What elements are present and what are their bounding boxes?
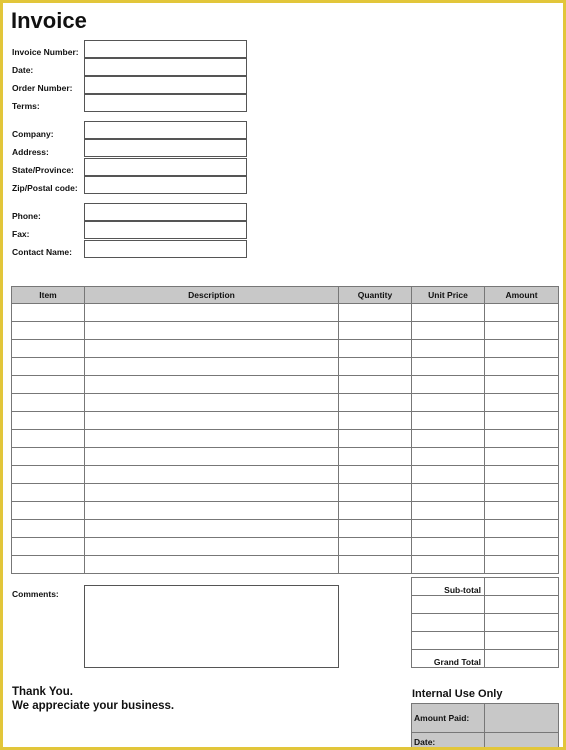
terms-label: Terms: xyxy=(12,101,40,111)
amount-cell[interactable] xyxy=(485,538,559,556)
amount-cell[interactable] xyxy=(485,448,559,466)
thank-you-note xyxy=(12,685,174,713)
address-label: Address: xyxy=(12,147,49,157)
item-cell[interactable] xyxy=(12,484,85,502)
quantity-cell[interactable] xyxy=(339,520,412,538)
item-cell[interactable] xyxy=(12,556,85,574)
description-cell[interactable] xyxy=(85,358,339,376)
invoice-number-label: Invoice Number: xyxy=(12,47,79,57)
state-province-field[interactable] xyxy=(84,158,247,176)
description-cell[interactable] xyxy=(85,430,339,448)
table-row xyxy=(12,376,559,394)
items-header-row xyxy=(12,287,559,304)
internal-date-row xyxy=(412,733,559,750)
item-cell[interactable] xyxy=(12,538,85,556)
amount-cell[interactable] xyxy=(485,376,559,394)
subtotal-label: Sub-total xyxy=(412,578,485,596)
totals-blank-cell[interactable] xyxy=(412,632,485,650)
unit-price-cell[interactable] xyxy=(412,484,485,502)
amount-cell[interactable] xyxy=(485,520,559,538)
fax-label: Fax: xyxy=(12,229,30,239)
description-cell[interactable] xyxy=(85,394,339,412)
unit-price-cell[interactable] xyxy=(412,466,485,484)
item-cell[interactable] xyxy=(12,520,85,538)
quantity-cell[interactable] xyxy=(339,376,412,394)
item-column-header: Item xyxy=(12,287,85,304)
quantity-column-header: Quantity xyxy=(339,287,412,304)
totals-table xyxy=(411,577,559,668)
quantity-cell[interactable] xyxy=(339,538,412,556)
description-cell[interactable] xyxy=(85,520,339,538)
address-field[interactable] xyxy=(84,139,247,157)
page-title: Invoice xyxy=(11,8,87,33)
description-cell[interactable] xyxy=(85,376,339,394)
totals-blank-cell[interactable] xyxy=(485,596,559,614)
amount-cell[interactable] xyxy=(485,502,559,520)
appreciation-line: We appreciate your business. xyxy=(12,700,175,712)
unit-price-cell[interactable] xyxy=(412,394,485,412)
company-label: Company: xyxy=(12,129,54,139)
invoice-number-field[interactable] xyxy=(84,40,247,58)
description-cell[interactable] xyxy=(85,448,339,466)
amount-cell[interactable] xyxy=(485,394,559,412)
table-row xyxy=(12,448,559,466)
totals-blank-row xyxy=(412,614,559,632)
comments-field[interactable] xyxy=(84,585,339,668)
table-row xyxy=(12,412,559,430)
item-cell[interactable] xyxy=(12,466,85,484)
amount-cell[interactable] xyxy=(485,340,559,358)
table-row xyxy=(12,358,559,376)
fax-field[interactable] xyxy=(84,221,247,239)
internal-date-field[interactable] xyxy=(485,733,559,750)
quantity-cell[interactable] xyxy=(339,466,412,484)
description-cell[interactable] xyxy=(85,484,339,502)
unit-price-cell[interactable] xyxy=(412,358,485,376)
grand-total-row xyxy=(412,650,559,668)
internal-use-title: Internal Use Only xyxy=(412,688,503,700)
item-cell[interactable] xyxy=(12,430,85,448)
description-cell[interactable] xyxy=(85,412,339,430)
unit-price-cell[interactable] xyxy=(412,412,485,430)
description-cell[interactable] xyxy=(85,322,339,340)
unit-price-cell[interactable] xyxy=(412,376,485,394)
totals-blank-cell[interactable] xyxy=(485,632,559,650)
item-cell[interactable] xyxy=(12,412,85,430)
unit-price-column-header: Unit Price xyxy=(412,287,485,304)
table-row xyxy=(12,538,559,556)
table-row xyxy=(12,556,559,574)
amount-cell[interactable] xyxy=(485,304,559,322)
totals-blank-row xyxy=(412,632,559,650)
grand-total-value[interactable] xyxy=(485,650,559,668)
amount-cell[interactable] xyxy=(485,322,559,340)
quantity-cell[interactable] xyxy=(339,412,412,430)
unit-price-cell[interactable] xyxy=(412,520,485,538)
quantity-cell[interactable] xyxy=(339,448,412,466)
unit-price-cell[interactable] xyxy=(412,502,485,520)
quantity-cell[interactable] xyxy=(339,322,412,340)
subtotal-value[interactable] xyxy=(485,578,559,596)
table-row xyxy=(12,304,559,322)
description-column-header: Description xyxy=(85,287,339,304)
item-cell[interactable] xyxy=(12,502,85,520)
terms-field[interactable] xyxy=(84,94,247,112)
unit-price-cell[interactable] xyxy=(412,304,485,322)
quantity-cell[interactable] xyxy=(339,358,412,376)
quantity-cell[interactable] xyxy=(339,394,412,412)
quantity-cell[interactable] xyxy=(339,340,412,358)
item-cell[interactable] xyxy=(12,322,85,340)
quantity-cell[interactable] xyxy=(339,502,412,520)
amount-cell[interactable] xyxy=(485,484,559,502)
comments-label: Comments: xyxy=(12,589,59,599)
items-table-body xyxy=(12,304,559,574)
amount-cell[interactable] xyxy=(485,358,559,376)
zip-postal-field[interactable] xyxy=(84,176,247,194)
amount-column-header: Amount xyxy=(485,287,559,304)
table-row xyxy=(12,520,559,538)
quantity-cell[interactable] xyxy=(339,304,412,322)
company-field[interactable] xyxy=(84,121,247,139)
item-cell[interactable] xyxy=(12,358,85,376)
unit-price-cell[interactable] xyxy=(412,556,485,574)
internal-use-table xyxy=(411,703,559,750)
table-row xyxy=(12,322,559,340)
totals-blank-cell[interactable] xyxy=(412,596,485,614)
unit-price-cell[interactable] xyxy=(412,430,485,448)
amount-cell[interactable] xyxy=(485,430,559,448)
description-cell[interactable] xyxy=(85,304,339,322)
table-row xyxy=(12,340,559,358)
grand-total-label: Grand Total xyxy=(412,650,485,668)
unit-price-cell[interactable] xyxy=(412,340,485,358)
unit-price-cell[interactable] xyxy=(412,322,485,340)
amount-paid-field[interactable] xyxy=(485,704,559,733)
items-table xyxy=(11,286,559,574)
contact-name-label: Contact Name: xyxy=(12,247,72,257)
zip-postal-label: Zip/Postal code: xyxy=(12,183,78,193)
description-cell[interactable] xyxy=(85,556,339,574)
amount-cell[interactable] xyxy=(485,466,559,484)
unit-price-cell[interactable] xyxy=(412,538,485,556)
order-number-label: Order Number: xyxy=(12,83,73,93)
item-cell[interactable] xyxy=(12,340,85,358)
item-cell[interactable] xyxy=(12,448,85,466)
contact-name-field[interactable] xyxy=(84,240,247,258)
date-field[interactable] xyxy=(84,58,247,76)
quantity-cell[interactable] xyxy=(339,484,412,502)
amount-paid-label: Amount Paid: xyxy=(412,704,485,733)
date-label: Date: xyxy=(12,65,34,75)
item-cell[interactable] xyxy=(12,304,85,322)
table-row xyxy=(12,466,559,484)
quantity-cell[interactable] xyxy=(339,556,412,574)
unit-price-cell[interactable] xyxy=(412,448,485,466)
internal-date-label: Date: xyxy=(412,733,485,750)
amount-paid-row xyxy=(412,704,559,733)
totals-blank-cell[interactable] xyxy=(485,614,559,632)
order-number-field[interactable] xyxy=(84,76,247,94)
description-cell[interactable] xyxy=(85,340,339,358)
description-cell[interactable] xyxy=(85,538,339,556)
table-row xyxy=(12,430,559,448)
amount-cell[interactable] xyxy=(485,556,559,574)
subtotal-row xyxy=(412,578,559,596)
totals-blank-row xyxy=(412,596,559,614)
state-province-label: State/Province: xyxy=(12,165,74,175)
phone-label: Phone: xyxy=(12,211,41,221)
description-cell[interactable] xyxy=(85,502,339,520)
amount-cell[interactable] xyxy=(485,412,559,430)
item-cell[interactable] xyxy=(12,376,85,394)
description-cell[interactable] xyxy=(85,466,339,484)
table-row xyxy=(12,394,559,412)
thank-you-line: Thank You. xyxy=(12,686,73,698)
phone-field[interactable] xyxy=(84,203,247,221)
table-row xyxy=(12,502,559,520)
totals-blank-cell[interactable] xyxy=(412,614,485,632)
table-row xyxy=(12,484,559,502)
item-cell[interactable] xyxy=(12,394,85,412)
quantity-cell[interactable] xyxy=(339,430,412,448)
